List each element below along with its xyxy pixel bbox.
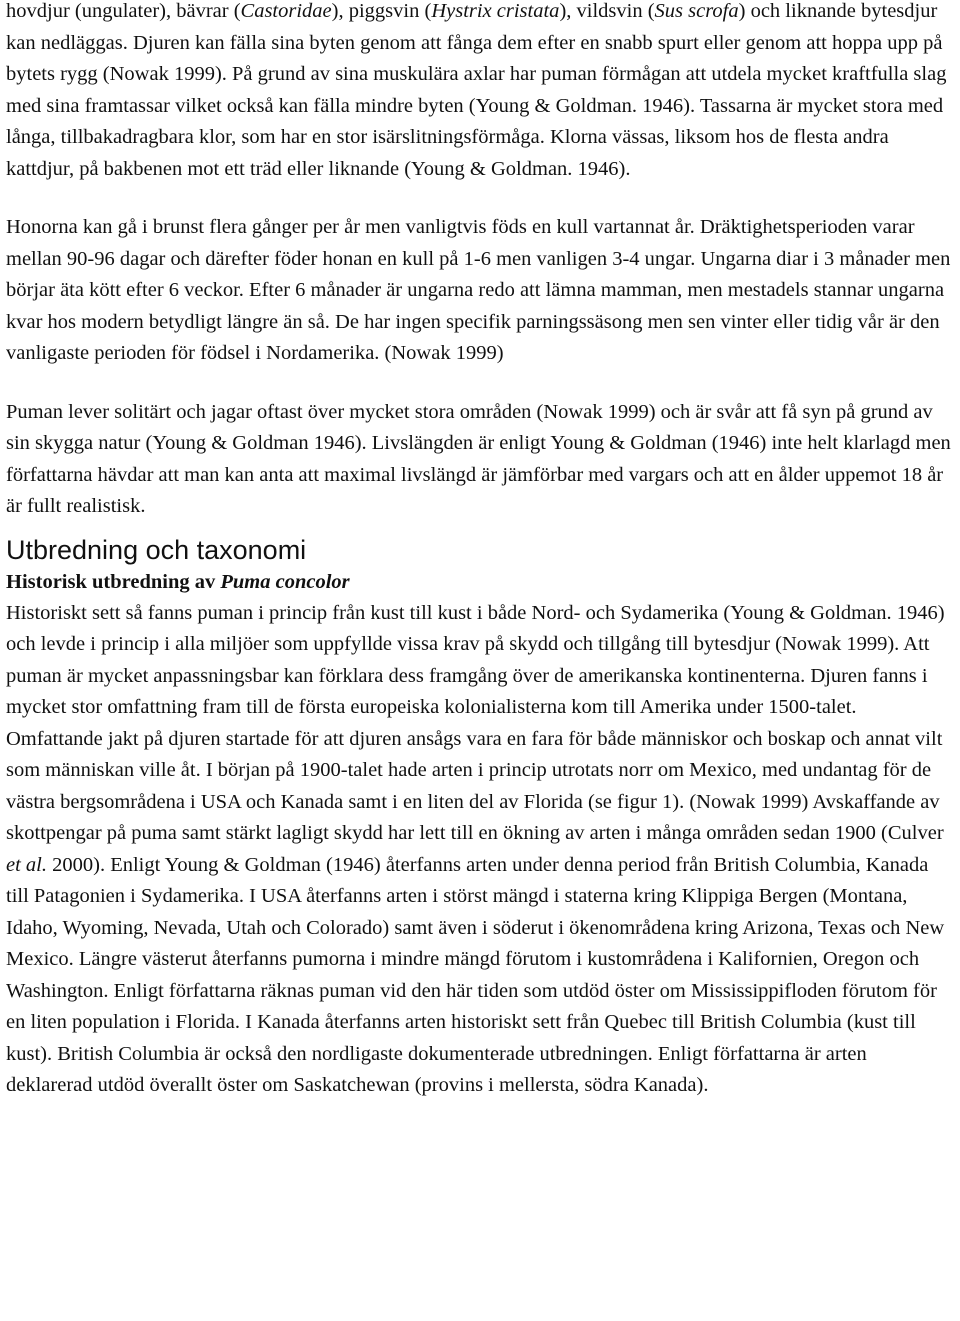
text-run: 2000). Enligt Young & Goldman (1946) återfanns arten under denna period från British Columbia, Kanada till Patagonien i Sydamerika. I USA återfanns arten i störst mängd i staterna kring Klippiga Bergen (Montana, Idaho, Wyoming, Nevada, Utah och Colorado) samt även i söderut i ökenområdena kring Arizona, Texas och New Mexico. Längre västerut återfanns pumorna i mindre mängd förutom i kustområdena i Kalifornien, Oregon och Washington. Enligt författarna räknas puman vid den här tiden som utdöd öster om Mississippifloden förutom för en liten population i Florida. I Kanada återfanns arten historiskt sett från Quebec till British Columbia (kust till kust). British Columbia är också den nordligaste dokumenterade utbredningen. Enligt författarna är arten deklarerad utdöd överallt öster om Saskatchewan (provins i mellersta, södra Kanada).: [6, 853, 945, 1096]
italic-taxon: Hystrix cristata: [431, 0, 560, 22]
paragraph-lifespan: Puman lever solitärt och jagar oftast över mycket stora områden (Nowak 1999) och är svår att få syn på grund av sin skygga natur (Young & Goldman 1946). Livslängden är enligt Young & Goldman (1946) inte helt klarlagd men författarna hävdar att man kan anta att maximal livslängd är jämförbar med vargars och att en ålder uppemot 18 år är fullt realistisk.: [6, 400, 951, 517]
paragraph-spacer: [6, 370, 954, 397]
paragraph-spacer: [6, 185, 954, 212]
text-run: ), vildsvin (: [559, 0, 655, 22]
paragraph-prey: [6, 0, 954, 185]
subheading-species: Puma concolor: [220, 570, 350, 593]
section-heading: Utbredning och taxonomi: [6, 534, 307, 565]
paragraph-reproduction: Honorna kan gå i brunst flera gånger per år men vanligtvis föds en kull vartannat år. Dräktighetsperioden varar mellan 90-96 dagar och därefter föder honan en kull på 1-6 men vanligen 3-4 ungar. Ungarna diar i 3 månader men börjar äta kött efter 6 veckor. Efter 6 månader är ungarna redo att lämna mamman, men mestadels stannar ungarna kvar hos modern betydligt längre än så. De har ingen specifik parningssäsong men sen vinter eller tidig vår är den vanligaste perioden för födsel i Nordamerika. (Nowak 1999): [6, 216, 951, 364]
italic-taxon: Castoridae: [240, 0, 332, 22]
paragraph-historical-distribution: [6, 598, 954, 1102]
text-run: Historiskt sett så fanns puman i princip från kust till kust i både Nord- och Sydamerika (Young & Goldman. 1946) och levde i princip i alla miljöer som uppfyllde vissa krav på skydd och tillgång till bytesdjur (Nowak 1999). Att puman är mycket anpassningsbar kan förklara dess framgång över de amerikanska kontinenterna. Djuren fanns i mycket stor omfattning fram till de första europeiska kolonialisterna kom till Amerika under 1500-talet. Omfattande jakt på djuren startade för att djuren ansågs vara en fara för både människor och boskap och annat vilt som människan ville åt. I början på 1900-talet hade arten i princip utrotats norr om Mexico, med undantag för de västra bergsområdena i USA och Kanada samt i en liten del av Florida (se figur 1). (Nowak 1999) Avskaffande av skottpengar på puma samt stärkt lagligt skydd har lett till en ökning av arten i många områden sedan 1900 (Culver: [6, 601, 945, 844]
text-run: ), piggsvin (: [331, 0, 432, 22]
text-run: hovdjur (ungulater), bävrar (: [6, 0, 241, 22]
italic-et-al: et al.: [6, 853, 47, 876]
text-run: ) och liknande bytesdjur kan nedläggas. Djuren kan fälla sina byten genom att fånga dem efter en snabb spurt eller genom att hoppa upp på bytets rygg (Nowak 1999). På grund av sina muskulära axlar har puman förmågan att utdela mycket kraftfulla slag med sina framtassar vilket också kan fälla mindre byten (Young & Goldman. 1946). Tassarna är mycket stora med långa, tillbakadragbara klor, som har en stor isärslitningsförmåga. Klorna vässas, liksom hos de flesta andra kattdjur, på bakbenen mot ett träd eller liknande (Young & Goldman. 1946).: [6, 0, 947, 180]
subheading-text: Historisk utbredning av: [6, 570, 221, 593]
section-subheading: [6, 567, 954, 598]
italic-taxon: Sus scrofa: [654, 0, 739, 22]
